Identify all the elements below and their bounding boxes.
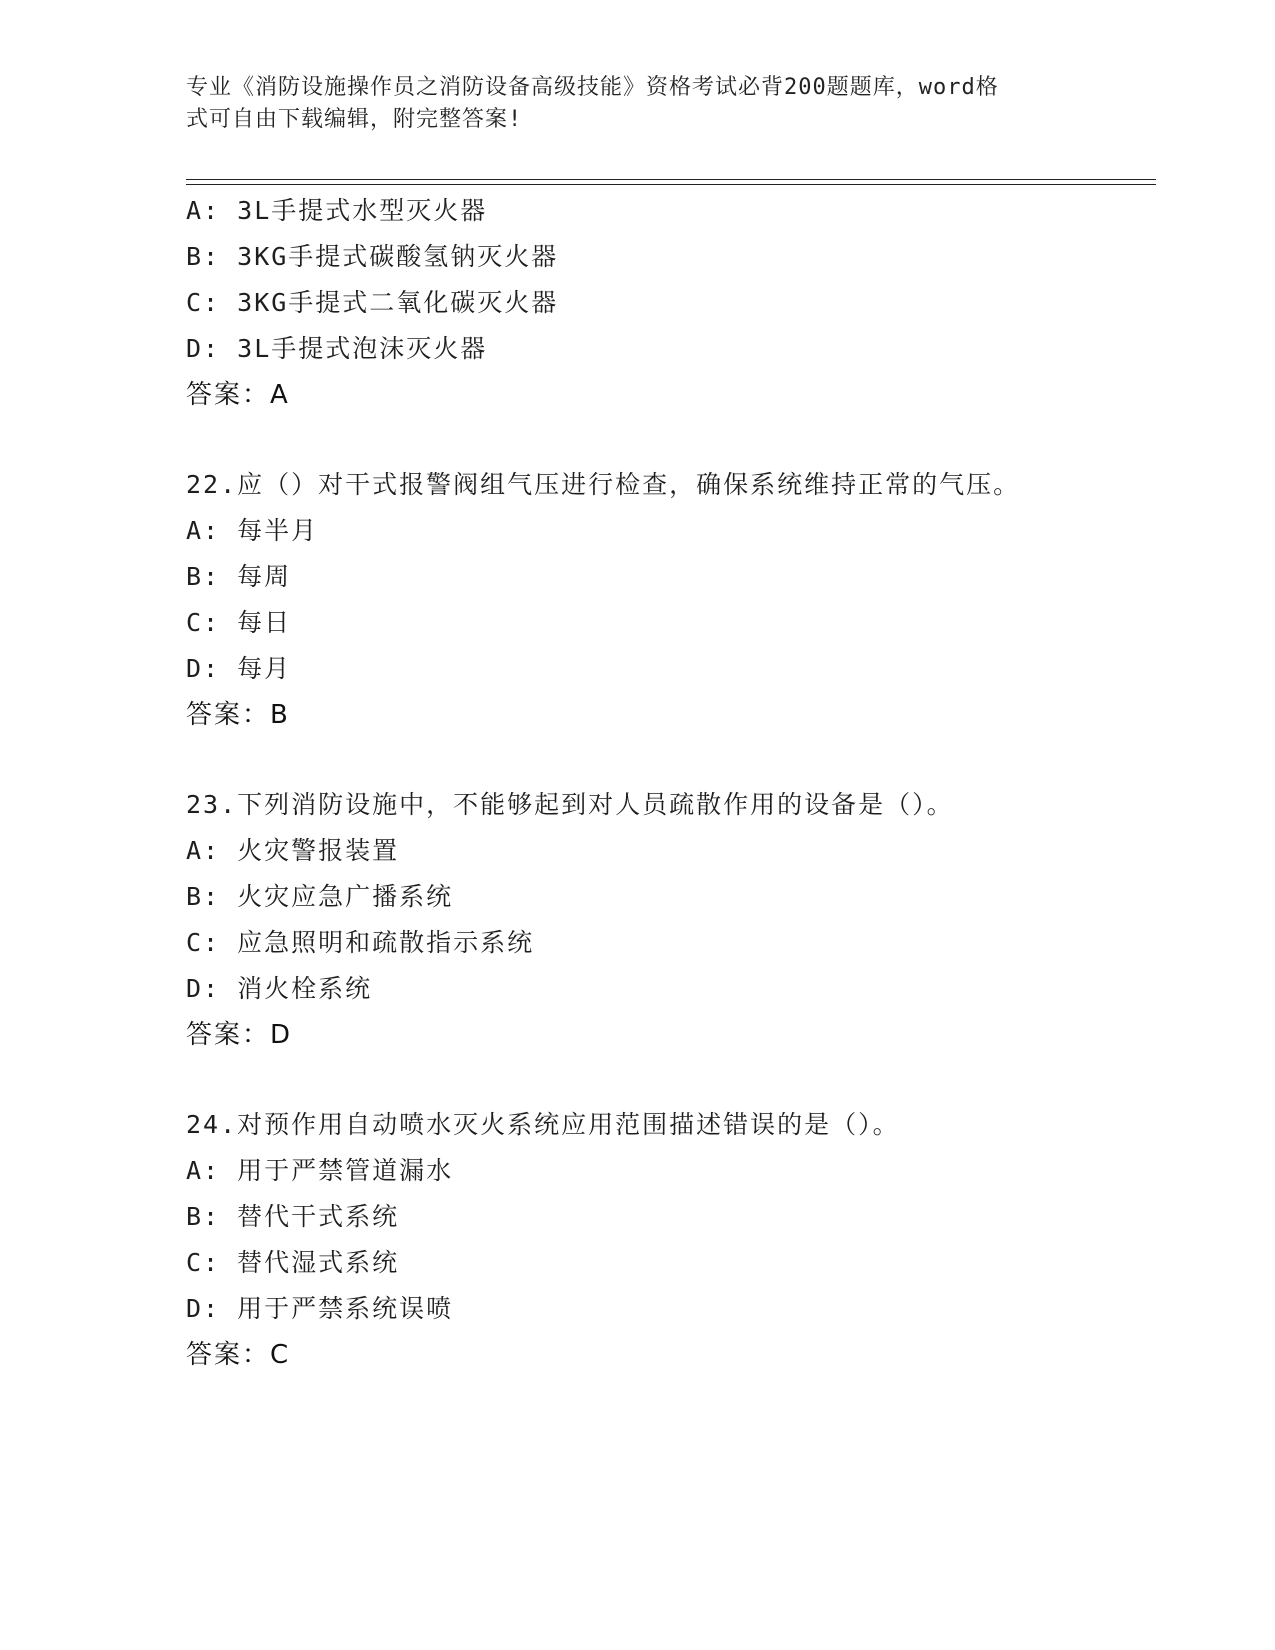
- question-text: 24.对预作用自动喷水灭火系统应用范围描述错误的是（）。: [186, 1110, 900, 1139]
- document-header: [186, 72, 1066, 136]
- question-text: 22.应（）对干式报警阀组气压进行检查，确保系统维持正常的气压。: [186, 470, 1021, 499]
- option-b: B: 替代干式系统: [186, 1202, 400, 1231]
- header-line-2: 式可自由下载编辑，附完整答案!: [186, 107, 523, 132]
- option-c: C: 应急照明和疏散指示系统: [186, 928, 535, 957]
- question-block-24: [186, 1102, 1146, 1378]
- answer-line: 答案：C: [186, 1340, 291, 1370]
- option-c: C: 每日: [186, 608, 292, 637]
- answer-line: 答案：B: [186, 700, 290, 730]
- option-d: D: 消火栓系统: [186, 974, 373, 1003]
- spacer: [186, 1058, 1146, 1102]
- question-block-22: [186, 462, 1146, 738]
- answer-line: 答案：A: [186, 380, 290, 410]
- option-a: A: 用于严禁管道漏水: [186, 1156, 454, 1185]
- header-divider-bottom: [186, 184, 1156, 185]
- option-a: A: 每半月: [186, 516, 319, 545]
- option-a: A: 火灾警报装置: [186, 836, 400, 865]
- option-a: A: 3L手提式水型灭火器: [186, 196, 488, 225]
- option-c: C: 3KG手提式二氧化碳灭火器: [186, 288, 559, 317]
- header-divider-top: [186, 179, 1156, 180]
- option-b: B: 3KG手提式碳酸氢钠灭火器: [186, 242, 559, 271]
- option-b: B: 每周: [186, 562, 292, 591]
- header-line-1: 专业《消防设施操作员之消防设备高级技能》资格考试必背200题题库，word格: [186, 75, 999, 100]
- spacer: [186, 738, 1146, 782]
- answer-line: 答案：D: [186, 1020, 293, 1050]
- question-block-21: [186, 188, 1146, 418]
- question-list: [186, 188, 1146, 1378]
- option-b: B: 火灾应急广播系统: [186, 882, 454, 911]
- spacer: [186, 418, 1146, 462]
- option-c: C: 替代湿式系统: [186, 1248, 400, 1277]
- option-d: D: 每月: [186, 654, 292, 683]
- option-d: D: 3L手提式泡沫灭火器: [186, 334, 488, 363]
- option-d: D: 用于严禁系统误喷: [186, 1294, 454, 1323]
- question-text: 23.下列消防设施中，不能够起到对人员疏散作用的设备是（）。: [186, 790, 954, 819]
- question-block-23: [186, 782, 1146, 1058]
